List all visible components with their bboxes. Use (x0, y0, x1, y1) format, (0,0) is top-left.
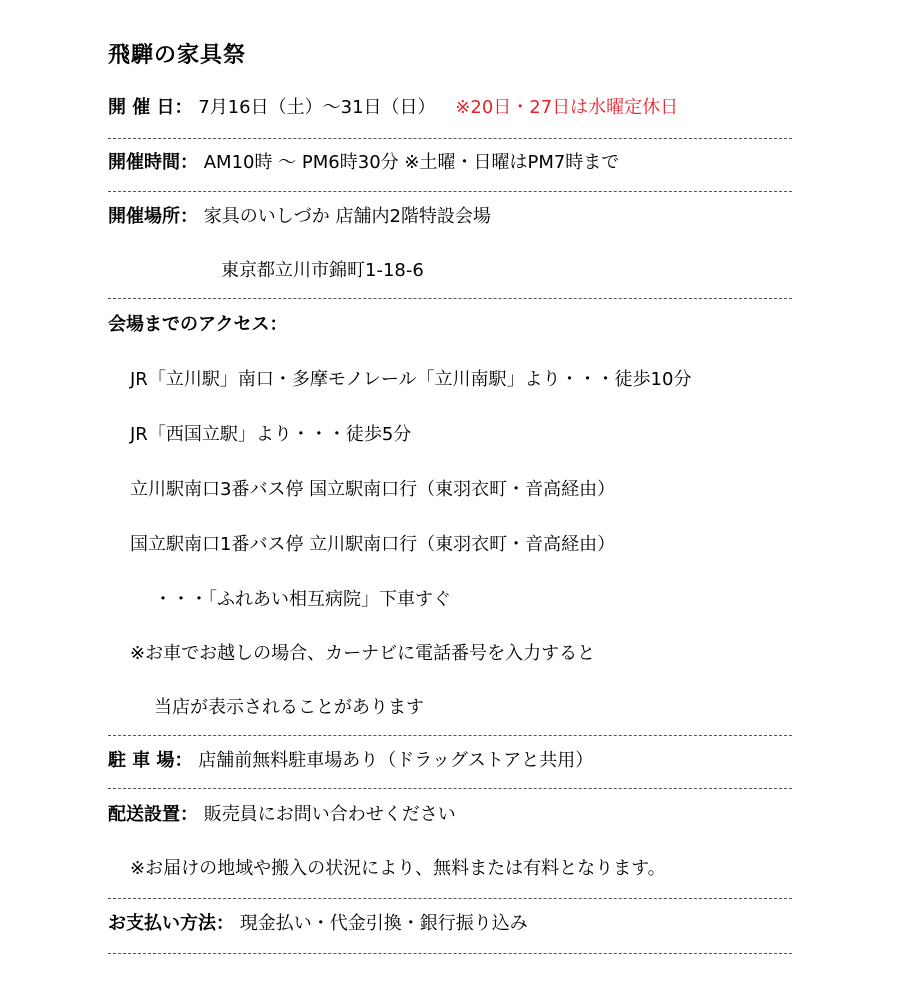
closed-days-note: ※20日・27日は水曜定休日 (455, 97, 679, 118)
divider (108, 788, 792, 789)
payment-value: 現金払い・代金引換・銀行振り込み (239, 913, 528, 934)
delivery-row (108, 802, 456, 828)
divider (108, 898, 792, 899)
payment-label: お支払い方法： (108, 913, 234, 934)
hours-label: 開催時間： (108, 152, 198, 173)
parking-label: 駐 車 場： (108, 750, 193, 771)
access-label: 会場までのアクセス： (108, 314, 288, 335)
venue-label: 開催場所： (108, 206, 198, 227)
access-line: JR「立川駅」南口・多摩モノレール「立川南駅」より・・・徒歩10分 (130, 369, 692, 390)
divider (108, 953, 792, 954)
dates-value: 7月16日（土）～31日（日） (198, 97, 436, 118)
divider (108, 735, 792, 736)
divider (108, 191, 792, 192)
payment-row (108, 911, 528, 937)
access-line: JR「西国立駅」より・・・徒歩5分 (130, 424, 412, 445)
hours-row (108, 150, 619, 176)
divider (108, 298, 792, 299)
venue-address: 東京都立川市錦町1-18-6 (221, 260, 424, 281)
venue-row (108, 204, 491, 230)
parking-value: 店舗前無料駐車場あり（ドラッグストアと共用） (198, 750, 594, 771)
access-line: 国立駅南口1番バス停 立川駅南口行（東羽衣町・音高経由） (130, 534, 616, 555)
car-note: ※お車でお越しの場合、カーナビに電話番号を入力すると (130, 643, 596, 664)
parking-row (108, 748, 593, 774)
delivery-value: 販売員にお問い合わせください (203, 804, 456, 825)
car-note-continued: 当店が表示されることがあります (154, 697, 424, 718)
delivery-label: 配送設置： (108, 804, 198, 825)
page-title: 飛騨の家具祭 (108, 43, 247, 68)
dates-label: 開 催 日： (108, 97, 193, 118)
access-line: 立川駅南口3番バス停 国立駅南口行（東羽衣町・音高経由） (130, 479, 616, 500)
divider (108, 138, 792, 139)
dates-row (108, 95, 678, 121)
bus-stop-note: ・・・「ふれあい相互病院」下車すぐ (154, 589, 451, 610)
access-heading (108, 312, 287, 338)
venue-name: 家具のいしづか 店舗内2階特設会場 (203, 206, 491, 227)
hours-value: AM10時 ～ PM6時30分 ※土曜・日曜はPM7時まで (203, 152, 620, 173)
delivery-note: ※お届けの地域や搬入の状況により、無料または有料となります。 (130, 858, 666, 879)
